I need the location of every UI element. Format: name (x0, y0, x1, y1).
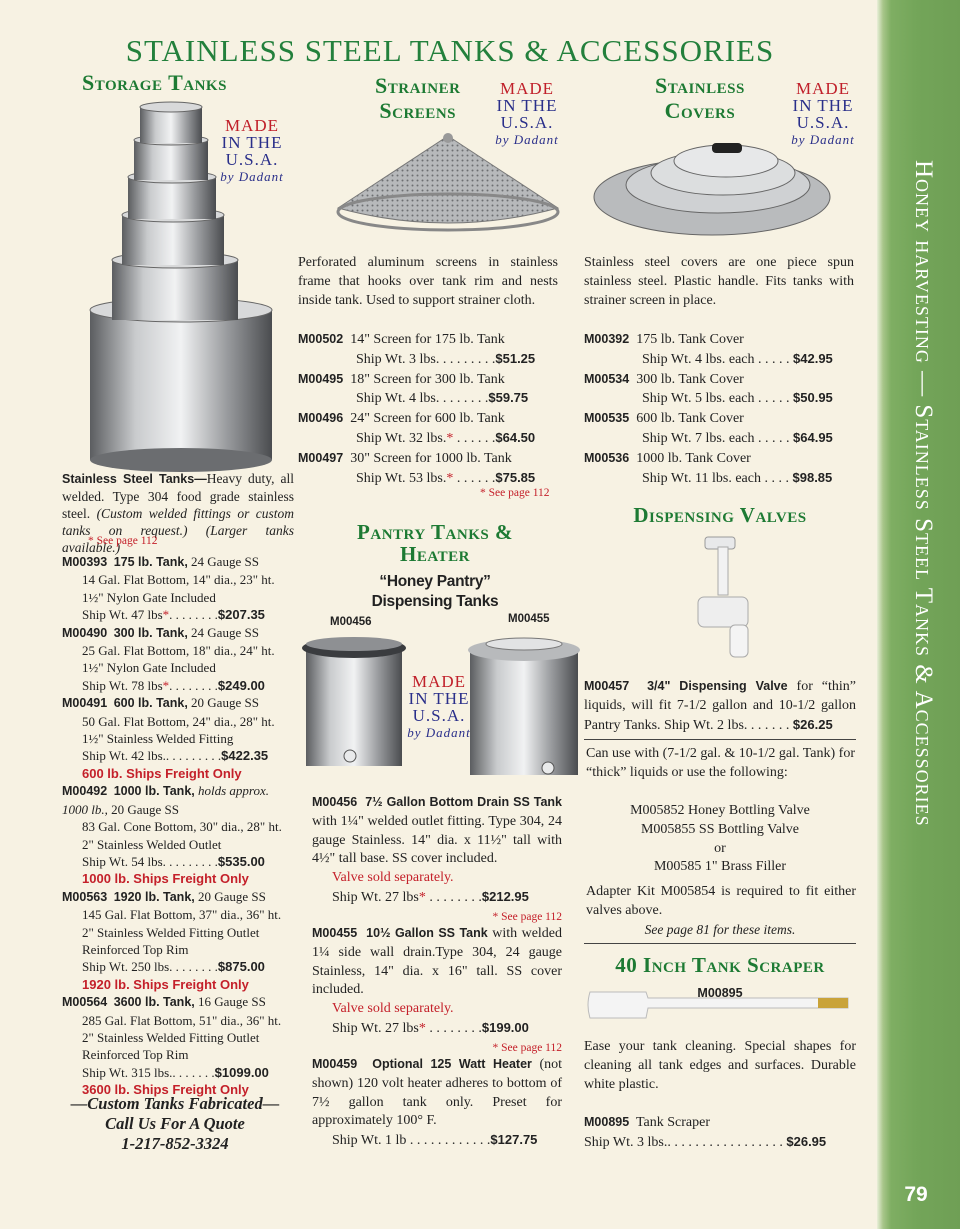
pantry-item-3: M00459 Optional 125 Watt Heater (not shown) 120 volt heater adheres to bottom of 7½ gallon tank only. Preset for approximately 100° F. Ship Wt. 1 lb . . . . . . . . . . . .$127.75 (312, 1057, 563, 1149)
pantry-item-2: M00455 10½ Gallon SS Tank with welded 1¼ side wall drain.Type 304, 24 gauge Stainless, 14" dia. x 16" tall. SS cover included. Valve sold separately. Ship Wt. 27 lbs* . . . . . . . .$199.00 * See page 112 (312, 926, 563, 1054)
scraper-label: M00895 (697, 986, 743, 1000)
scraper-description: Ease your tank cleaning. Special shapes for cleaning all tank edges and surfaces. Durable white plastic. (584, 1039, 856, 1092)
made-in-usa-badge: MADE IN THE U.S.A. by Dadant (495, 79, 559, 147)
valve-use-text: Can use with (7-1/2 gal. & 10-1/2 gal. Tank) for “thick” liquids or use the following: (586, 746, 855, 780)
page-number: 79 (904, 1183, 928, 1206)
storage-item: M00393 175 lb. Tank, 24 Gauge SS 14 Gal. Flat Bottom, 14" dia., 23" ht. 1½" Nylon Gate Included Ship Wt. 47 lbs*. . . . . . . .$207.35 (62, 554, 275, 623)
covers-item-list (584, 330, 854, 488)
divider (584, 739, 856, 740)
valve-options-list: M005852 Honey Bottling Valve M005855 SS Bottling Valve or M00585 1" Brass Filler (630, 803, 810, 875)
storage-see-page: * See page 112 (88, 535, 158, 547)
strainer-item: M00497 30" Screen for 1000 lb. Tank Ship Wt. 53 lbs.* . . . . . .$75.85 (298, 450, 536, 486)
storage-item: M00492 1000 lb. Tank, holds approx. 1000 lb., 20 Gauge SS 83 Gal. Cone Bottom, 30" dia., 28" ht. 2" Stainless Welded Outlet Ship Wt. 54 lbs. . . . . . . . .$535.00 1000 lb. Ships Freight Only (62, 783, 282, 887)
divider (584, 943, 856, 944)
strainer-item: M00502 14" Screen for 175 lb. Tank Ship Wt. 3 lbs. . . . . . . . .$51.25 (298, 332, 536, 367)
storage-item: M00563 1920 lb. Tank, 20 Gauge SS 145 Gal. Flat Bottom, 37" dia., 36" ht. 2" Stainless Welded Fitting Outlet Reinforced Top Rim Ship Wt. 250 lbs. . . . . . . .$875.00 1920 lb. Ships Freight Only (62, 888, 282, 992)
storage-item: M00490 300 lb. Tank, 24 Gauge SS 25 Gal. Flat Bottom, 18" dia., 24" ht. 1½" Nylon Gate Included Ship Wt. 78 lbs*. . . . . . . .$249.00 (62, 624, 275, 693)
strainer-description: Perforated aluminum screens in stainless frame that hooks over tank rim and nests inside tank. Used to support strainer cloth. (298, 255, 558, 308)
tank-scraper-image (586, 988, 854, 1030)
pantry-subtitle: “Honey Pantry” Dispensing Tanks (371, 573, 499, 610)
cover-item: M00534 300 lb. Tank Cover Ship Wt. 5 lbs. each . . . . . $50.95 (584, 371, 833, 407)
dispensing-valves-heading: Dispensing Valves (633, 503, 807, 527)
stainless-covers-image (590, 135, 835, 240)
strainer-item: M00495 18" Screen for 300 lb. Tank Ship Wt. 4 lbs. . . . . . . .$59.75 (298, 371, 529, 407)
cover-item: M00392 175 lb. Tank Cover Ship Wt. 4 lbs. each . . . . . $42.95 (584, 332, 833, 367)
made-in-usa-badge: MADE IN THE U.S.A. by Dadant (407, 672, 471, 740)
covers-description: Stainless steel covers are one piece spun stainless steel. Plastic handle. Fits tanks with strainer screen in place. (584, 255, 854, 308)
page-title: STAINLESS STEEL TANKS & ACCESSORIES (125, 33, 775, 68)
storage-tanks-heading: Storage Tanks (82, 70, 227, 95)
storage-intro: Stainless Steel Tanks—Heavy duty, all welded. Type 304 food grade stainless steel. (Custom welded fittings or custom tanks on request.) (Larger tanks available.) (62, 471, 295, 555)
strainer-screens-heading: Strainer Screens (375, 73, 461, 123)
cover-item: M00536 1000 lb. Tank Cover Ship Wt. 11 lbs. each . . . . $98.85 (584, 450, 833, 486)
storage-item: M00564 3600 lb. Tank, 16 Gauge SS 285 Gal. Flat Bottom, 51" dia., 36" ht. 2" Stainless Welded Fitting Outlet Reinforced Top Rim Ship Wt. 315 lbs.. . . . . . .$1099.00 3600 lb. Ships Freight Only (62, 994, 282, 1098)
storage-item-list (62, 553, 294, 1099)
dispensing-valve-image (690, 535, 760, 665)
storage-item: M00491 600 lb. Tank, 20 Gauge SS 50 Gal. Flat Bottom, 24" dia., 28" ht. 1½" Stainless Welded Fitting Ship Wt. 42 lbs.. . . . . . . . .$422.35 600 lb. Ships Freight Only (62, 695, 275, 781)
valve-see-page: See page 81 for these items. (644, 922, 796, 937)
stainless-covers-heading: Stainless Covers (655, 73, 745, 123)
pantry-tanks-heading: Pantry Tanks & Heater (357, 520, 513, 566)
pantry-label-left: M00456 (330, 616, 372, 628)
made-in-usa-badge: MADE IN THE U.S.A. by Dadant (791, 79, 855, 147)
adapter-kit-note: Adapter Kit M005854 is required to fit either valves above. (586, 884, 856, 918)
strainer-item: M00496 24" Screen for 600 lb. Tank Ship Wt. 32 lbs.* . . . . . .$64.50 (298, 411, 536, 446)
strainer-see-page: * See page 112 (480, 487, 550, 499)
pantry-item-1: M00456 7½ Gallon Bottom Drain SS Tank with 1¼" welded outlet fitting. Type 304, 24 gauge Stainless. 14" dia. x 11½" tall with 4½" tall base. SS cover included. Valve sold separately. Ship Wt. 27 lbs* . . . . . . . .$212.95 * See page 112 (312, 795, 563, 923)
cover-item: M00535 600 lb. Tank Cover Ship Wt. 7 lbs. each . . . . . $64.95 (584, 411, 833, 446)
strainer-screen-image (330, 128, 566, 238)
tank-scraper-heading: 40 Inch Tank Scraper (615, 953, 825, 977)
custom-tanks-callout: —Custom Tanks Fabricated— Call Us For A Quote 1-217-852-3324 (70, 1094, 280, 1153)
valve-item: M00457 3/4" Dispensing Valve for “thin” liquids, will fit 7-1/2 gallon and 10-1/2 gallon Pantry Tanks. Ship Wt. 2 lbs. . . . . . . $26.25 (584, 679, 857, 733)
made-in-usa-badge: MADE IN THE U.S.A. by Dadant (220, 116, 284, 184)
sidebar-title: Honey harvesting — Stainless Steel Tanks & Accessories (910, 160, 937, 827)
pantry-label-right: M00455 (508, 613, 550, 625)
scraper-item: M00895 Tank Scraper Ship Wt. 3 lbs.. . . . . . . . . . . . . . . . . $26.95 (584, 1115, 827, 1150)
strainer-item-list (298, 330, 558, 488)
